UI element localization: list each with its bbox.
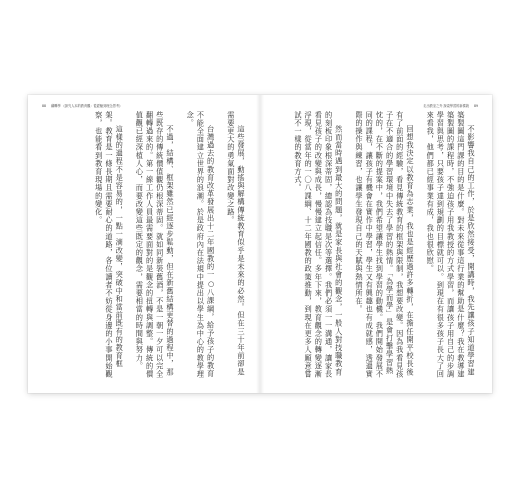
right-paragraph: 回想我決定以教育為志業，我也是經歷過許多轉折，在擔任開平校長後有了前面的經驗，看見傳統教育的框架與限制，我想要改變。因為我看見孩子在不適合的學習環境中失去了學習的熱情。「為學而學」是會打擊學習熱忱的，在不斷的提案中，我們希望讓學生找到學習的動機。我們開始發展不同的課程，讓孩子有機會在實作中學習，學生又有興趣也有成就感，透過實際的操作與練習，也讓學生發現自己的天賦與熱情所在。 <box>354 111 415 379</box>
left-paragraph: 台灣過去的教育改革發展出十二年國教的一○八課綱，給予孩子的教育不能全面建立世界的浪潮。於是政府內在法規中提出以學生為中心的教學理念。 <box>186 111 216 379</box>
left-paragraph: 這些發展，動搖與解構傳統教育似乎是未來的必然。但在三十年前卻是需要更大的勇氣面對改變之路。 <box>226 111 246 377</box>
right-header-subtitle: 探索學習的新樣貌 <box>443 104 469 108</box>
right-page <box>260 95 492 393</box>
right-paragraph: 然而當時遇到最大的問題，就是家長與社會的觀念，一般人對技職教育的刻板印象根深蒂固，總認為技職是次等選擇。我們必須一一溝通，讓家長看見孩子的改變與成長，慢慢建立起信任。多年下來，教育觀念的轉變逐漸浮現，從當年的一〇八課綱、十二年國教的政策推動，到現在更多人願意嘗試不一樣的教育方式。 <box>293 111 344 379</box>
right-paragraph: 不影響我自己的工作，於是欣然接受，開講時，我先讓孩子知道學習建築製圖這門課的目的是什麼。對未來從事這行業的幫助是什麼？我在教導建築製圖的課程時，不強迫孩子用我教授的方式學習，而讓孩子用自己的步調學習與思考，只要孩子達到規劃的目標就可以。到現在有很多孩子長大了回來看我，他們都已經事業有成，我也很欣慰。 <box>426 111 476 379</box>
left-paragraph: 不過，結構、框架雖然已經逐步鬆動，但在新舊結構更替的過程中，那些既存的傳統價值觀仍根深蒂固。就如同新裝舊酒，不是一朝一夕可以完全翻轉過來的。第一線工作人員最需要面對的是觀念的扭轉與調整。傳統的價值觀已經深植人心，而要改變這些既定的觀念，需要相當的時間與努力。 <box>135 111 175 379</box>
left-page <box>28 95 260 393</box>
right-page-header <box>423 103 482 108</box>
right-page-number: 89 <box>473 104 478 108</box>
right-header-title: 走出教室之外 <box>423 104 443 108</box>
left-body-text <box>46 111 246 381</box>
left-paragraph: 這樣的過程不是容易的，一點一滴改變，突破中和當前既有的教育框架。教育是一條長期且需要耐心的道路，各位讀者不妨從身邊的小事開始觀察，也能看到教育現場的變化。 <box>94 111 125 379</box>
left-page-number: 88 <box>42 104 47 108</box>
left-header-subtitle: 《探究人本的教育觀：從經驗到理念思考》 <box>61 104 123 108</box>
book-spread <box>28 95 492 393</box>
right-body-text <box>276 111 476 381</box>
left-header-title: 翻轉學 <box>51 104 61 108</box>
left-page-header <box>38 103 122 108</box>
